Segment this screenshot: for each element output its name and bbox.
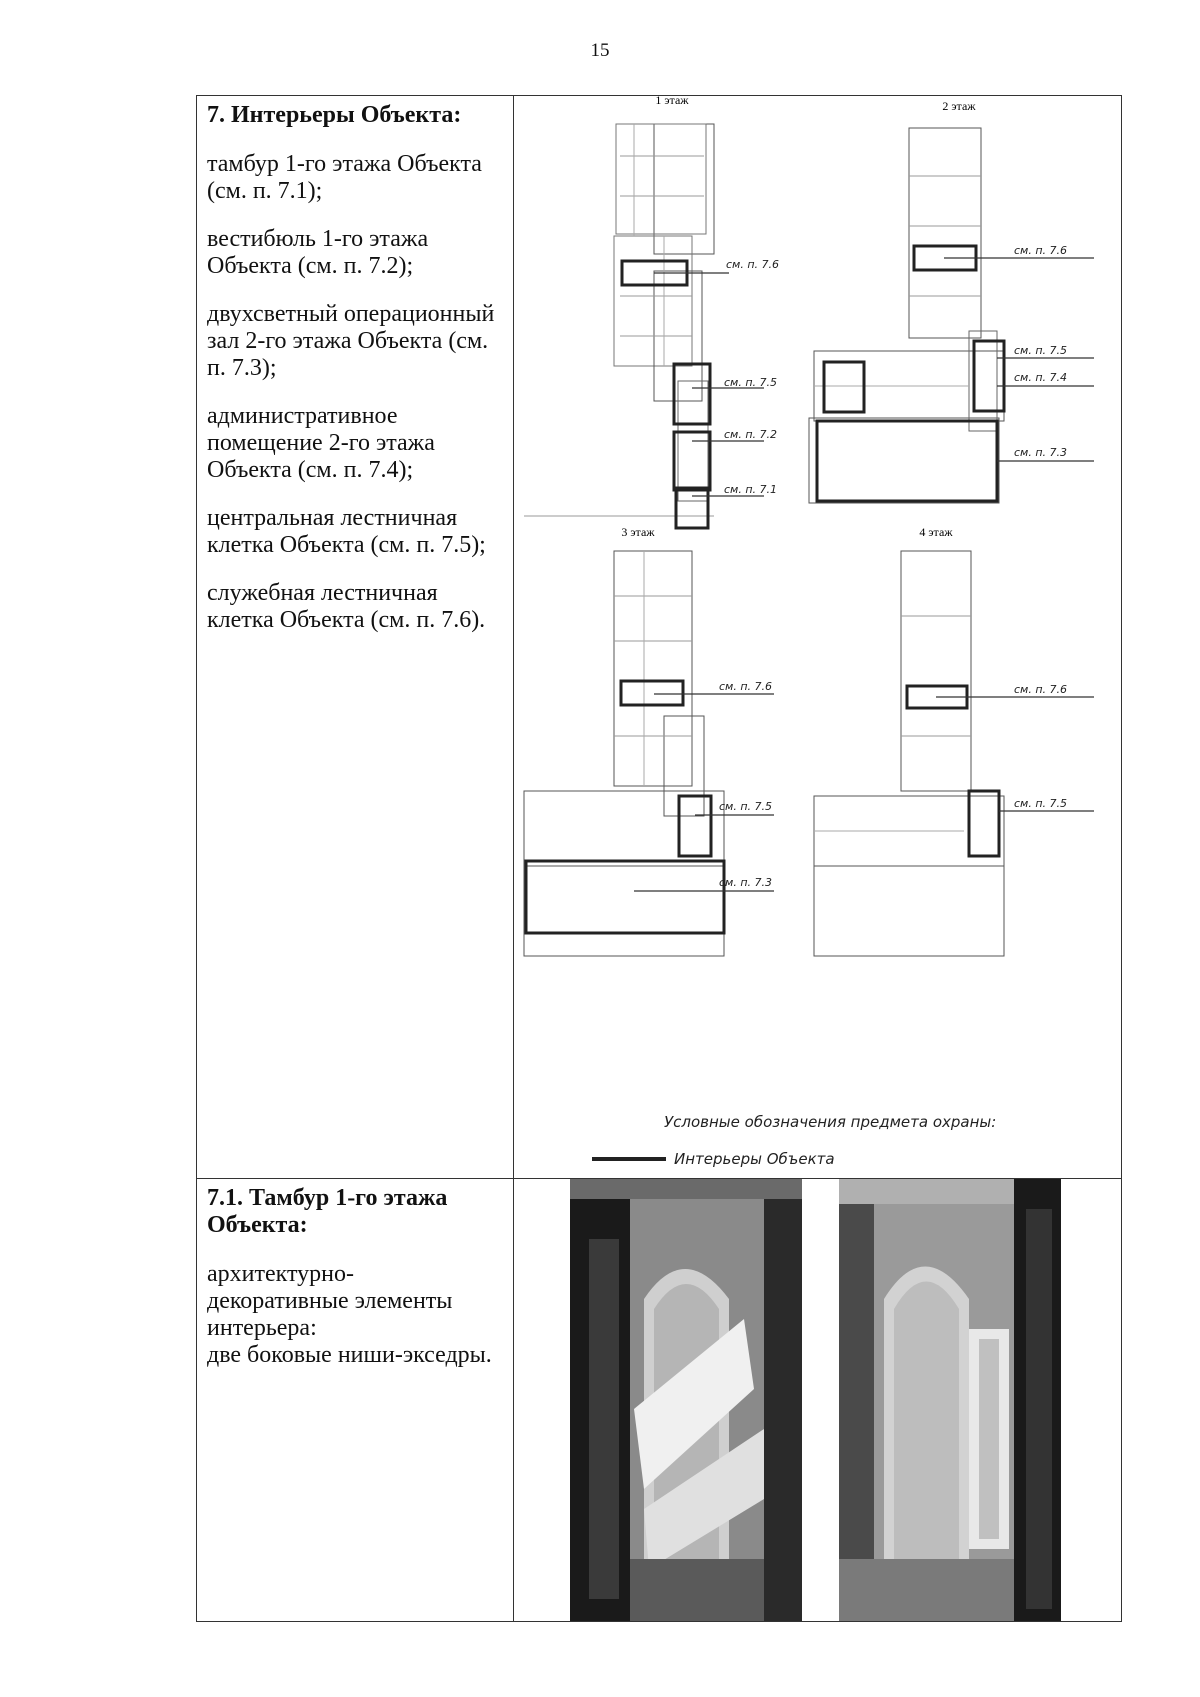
- description-line: две боковые ниши-экседры.: [207, 1342, 492, 1368]
- plan-ref: см. п. 7.4: [1014, 371, 1068, 384]
- list-item: служебная лестничная клетка Объекта (см. п. 7.6).: [207, 580, 486, 633]
- plan-ref: см. п. 7.5: [724, 376, 778, 389]
- legend: [514, 1096, 1121, 1178]
- plan-ref: см. п. 7.5: [719, 800, 773, 813]
- plan-ref: см. п. 7.1: [724, 483, 778, 496]
- photo-left-niche: [570, 1179, 802, 1621]
- legend-item: Интерьеры Объекта: [674, 1150, 835, 1168]
- floor-2-title: 2 этаж: [942, 99, 976, 113]
- list-item: двухсветный операционный зал 2-го этажа Объекта (см. п. 7.3);: [207, 301, 495, 381]
- floor-2-plan: [809, 99, 1094, 503]
- photos: [514, 1179, 1121, 1621]
- floor-4-plan: [814, 525, 1094, 956]
- vestibule-photos: [514, 1179, 1085, 1621]
- description-line: архитектурно-: [207, 1261, 354, 1287]
- interiors-table: [196, 95, 1122, 1622]
- page-number: 15: [590, 40, 610, 61]
- floor-3-plan: [524, 525, 774, 956]
- floor-1-plan: [524, 96, 779, 528]
- floor-plans-drawing: [514, 96, 1122, 1016]
- floor-4-title: 4 этаж: [919, 525, 953, 539]
- photo-right-niche: [839, 1179, 1061, 1621]
- plan-ref: см. п. 7.6: [719, 680, 773, 693]
- list-item: административное помещение 2-го этажа Объекта (см. п. 7.4);: [207, 403, 435, 483]
- description-line: декоративные элементы: [207, 1288, 453, 1314]
- plan-ref: см. п. 7.3: [719, 876, 773, 889]
- plan-ref: см. п. 7.6: [726, 258, 780, 271]
- section-7-row: [197, 96, 1122, 1097]
- section-7-1-row: [197, 1179, 1122, 1622]
- list-item: вестибюль 1-го этажа Объекта (см. п. 7.2);: [207, 226, 429, 279]
- legend-drawing: [514, 1096, 1085, 1178]
- list-item: тамбур 1-го этажа Объекта (см. п. 7.1);: [207, 151, 482, 204]
- photos-cell: [514, 1179, 1122, 1622]
- floor-1-title: 1 этаж: [655, 96, 689, 107]
- section-7-1-text-cell: [197, 1179, 514, 1622]
- plan-ref: см. п. 7.6: [1014, 244, 1068, 257]
- plan-ref: см. п. 7.2: [724, 428, 778, 441]
- section-7-heading: 7. Интерьеры Объекта:: [207, 102, 462, 128]
- section-7-text-cell: [197, 96, 514, 1179]
- description-line: интерьера:: [207, 1315, 317, 1341]
- plan-ref: см. п. 7.5: [1014, 344, 1068, 357]
- legend-title: Условные обозначения предмета охраны:: [664, 1113, 997, 1131]
- plan-ref: см. п. 7.5: [1014, 797, 1068, 810]
- floor-plans-cell: [514, 96, 1122, 1097]
- legend-cell: [514, 1096, 1122, 1179]
- floor-3-title: 3 этаж: [621, 525, 655, 539]
- section-7-1-heading: 7.1. Тамбур 1-го этажа Объекта:: [207, 1185, 448, 1238]
- plan-ref: см. п. 7.3: [1014, 446, 1068, 459]
- list-item: центральная лестничная клетка Объекта (см. п. 7.5);: [207, 505, 486, 558]
- plan-ref: см. п. 7.6: [1014, 683, 1068, 696]
- floor-plans: [514, 96, 1085, 1096]
